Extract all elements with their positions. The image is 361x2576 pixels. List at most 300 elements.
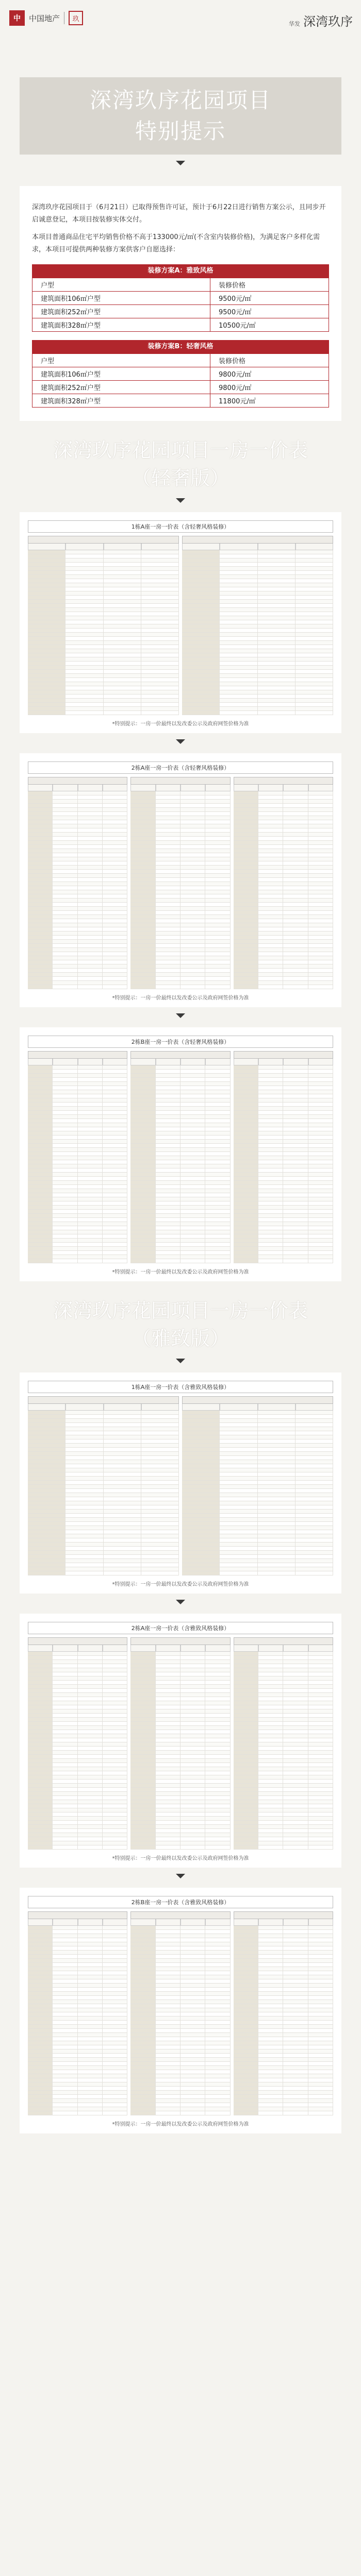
table-row bbox=[234, 1074, 333, 1078]
table-row bbox=[234, 903, 333, 907]
table-row bbox=[130, 2082, 230, 2087]
table-row bbox=[234, 1119, 333, 1123]
table-row bbox=[28, 919, 127, 923]
table-row bbox=[28, 886, 127, 890]
table-row bbox=[130, 948, 230, 952]
table-row bbox=[234, 1086, 333, 1090]
table-row bbox=[130, 1239, 230, 1243]
table-row bbox=[130, 1845, 230, 1850]
table-row bbox=[28, 1201, 127, 1206]
table-row bbox=[234, 861, 333, 866]
table-row bbox=[234, 1788, 333, 1792]
table-row bbox=[130, 1755, 230, 1759]
table-row bbox=[234, 2008, 333, 2012]
table-row bbox=[28, 1567, 179, 1571]
table-row bbox=[130, 1210, 230, 1214]
price-sheet bbox=[20, 1372, 341, 1594]
plan-a-col-type: 户型 bbox=[32, 278, 210, 292]
table-row bbox=[234, 923, 333, 927]
table-row bbox=[130, 973, 230, 977]
table-row bbox=[234, 944, 333, 948]
table-row bbox=[182, 1435, 333, 1439]
section-elegant-line1: 深湾玖序花园项目一房一价表 bbox=[53, 1299, 308, 1322]
table-row bbox=[130, 1825, 230, 1829]
table-row bbox=[130, 1070, 230, 1074]
price-sheet-title: 2栋A座一房一价表（含雅致风格装修） bbox=[28, 1622, 333, 1634]
table-row bbox=[130, 2066, 230, 2070]
table-row bbox=[234, 2000, 333, 2004]
table-row bbox=[234, 1660, 333, 1664]
table-row bbox=[130, 845, 230, 849]
table-row bbox=[234, 800, 333, 804]
table-row bbox=[182, 1538, 333, 1543]
table-row bbox=[28, 874, 127, 878]
plan-b-col-type: 户型 bbox=[32, 354, 210, 367]
table-row bbox=[234, 1837, 333, 1841]
table-row bbox=[234, 804, 333, 808]
table-row bbox=[28, 2074, 127, 2078]
table-row bbox=[28, 907, 127, 911]
table-row bbox=[234, 2066, 333, 2070]
table-row bbox=[28, 2041, 127, 2045]
table-row bbox=[130, 1955, 230, 1959]
table-row bbox=[234, 1152, 333, 1156]
table-row bbox=[28, 1485, 179, 1489]
column-header-bar bbox=[130, 1051, 230, 1059]
table-row bbox=[28, 816, 127, 820]
table-row bbox=[28, 2025, 127, 2029]
table-row bbox=[28, 1070, 127, 1074]
table-row bbox=[234, 1942, 333, 1946]
table-row bbox=[28, 2012, 127, 2016]
table-row bbox=[28, 1808, 127, 1812]
table-row bbox=[28, 969, 127, 973]
table-row bbox=[130, 1946, 230, 1951]
table-row bbox=[28, 637, 179, 641]
table-row bbox=[28, 1210, 127, 1214]
table-row bbox=[234, 870, 333, 874]
table-row bbox=[234, 973, 333, 977]
table-row bbox=[28, 1431, 179, 1435]
table-row bbox=[28, 804, 127, 808]
table-row bbox=[234, 812, 333, 816]
table-row bbox=[234, 1730, 333, 1734]
table-row bbox=[234, 2033, 333, 2037]
table-row bbox=[28, 645, 179, 649]
table-row bbox=[130, 2074, 230, 2078]
table-row bbox=[28, 1821, 127, 1825]
table-row bbox=[182, 1559, 333, 1563]
table-row bbox=[28, 1788, 127, 1792]
price-sheet-rows bbox=[130, 791, 230, 989]
table-row bbox=[28, 1127, 127, 1131]
table-row bbox=[28, 1206, 127, 1210]
table-row bbox=[28, 973, 127, 977]
table-row bbox=[28, 985, 127, 989]
table-row bbox=[28, 1934, 127, 1938]
table-row bbox=[28, 2045, 127, 2049]
table-row bbox=[182, 604, 333, 608]
table-row bbox=[130, 1131, 230, 1136]
table-row bbox=[28, 1522, 179, 1526]
table-row bbox=[32, 292, 329, 305]
table-row bbox=[130, 1996, 230, 2000]
table-row bbox=[182, 1493, 333, 1497]
table-row bbox=[130, 1738, 230, 1742]
table-row bbox=[28, 1829, 127, 1833]
table-row bbox=[130, 1726, 230, 1730]
table-row bbox=[28, 1971, 127, 1975]
table-row bbox=[234, 1784, 333, 1788]
table-row bbox=[28, 1251, 127, 1255]
table-row bbox=[28, 1477, 179, 1481]
table-row bbox=[28, 1164, 127, 1168]
table-row bbox=[130, 1701, 230, 1705]
table-row bbox=[28, 927, 127, 931]
table-row bbox=[234, 866, 333, 870]
table-row bbox=[28, 1722, 127, 1726]
table-row bbox=[28, 903, 127, 907]
table-row bbox=[234, 1841, 333, 1845]
table-row bbox=[28, 1800, 127, 1804]
column-subheader-bar bbox=[28, 785, 127, 791]
table-row bbox=[28, 923, 127, 927]
table-row bbox=[130, 1234, 230, 1239]
table-row bbox=[182, 711, 333, 715]
table-row bbox=[130, 841, 230, 845]
table-row bbox=[182, 587, 333, 591]
price-sheet-rows bbox=[28, 1065, 127, 1263]
table-row bbox=[130, 1107, 230, 1111]
table-row bbox=[130, 1742, 230, 1747]
price-sheet-title: 2栋A座一房一价表（含轻奢风格装修） bbox=[28, 761, 333, 774]
developer-logo-text: 中国地产 bbox=[29, 13, 60, 23]
table-row bbox=[234, 1652, 333, 1656]
price-sheet-column bbox=[130, 1911, 230, 2115]
table-row bbox=[234, 1930, 333, 1934]
table-row bbox=[234, 1148, 333, 1152]
table-row bbox=[234, 1833, 333, 1837]
table-row bbox=[130, 944, 230, 948]
table-row bbox=[234, 1946, 333, 1951]
plan-a-type: 建筑面积328㎡户型 bbox=[32, 318, 210, 332]
table-row bbox=[28, 1763, 127, 1767]
table-row bbox=[28, 1775, 127, 1780]
column-header-bar bbox=[28, 536, 179, 544]
price-sheet-rows bbox=[234, 1926, 333, 2115]
table-row bbox=[130, 2033, 230, 2037]
table-row bbox=[28, 1415, 179, 1419]
table-row bbox=[130, 1951, 230, 1955]
table-row bbox=[182, 1534, 333, 1538]
table-row bbox=[130, 1086, 230, 1090]
table-row bbox=[28, 1755, 127, 1759]
table-row bbox=[28, 1119, 127, 1123]
table-row bbox=[28, 1448, 179, 1452]
table-row bbox=[28, 1563, 179, 1567]
table-row bbox=[130, 882, 230, 886]
table-row bbox=[130, 1734, 230, 1738]
plan-b-price: 9800元/㎡ bbox=[210, 381, 329, 394]
table-row bbox=[182, 649, 333, 653]
table-row bbox=[130, 2012, 230, 2016]
table-row bbox=[234, 1747, 333, 1751]
table-row bbox=[28, 1551, 179, 1555]
table-row bbox=[234, 2082, 333, 2087]
table-row bbox=[130, 1255, 230, 1259]
table-row bbox=[130, 1206, 230, 1210]
table-row bbox=[28, 1652, 127, 1656]
table-row bbox=[182, 657, 333, 662]
table-row bbox=[234, 2074, 333, 2078]
table-row bbox=[28, 2087, 127, 2091]
table-row bbox=[234, 1123, 333, 1127]
table-row bbox=[182, 686, 333, 690]
price-sheet-column bbox=[28, 777, 127, 989]
table-row bbox=[28, 1423, 179, 1427]
price-sheet-grid bbox=[28, 1396, 333, 1575]
table-row bbox=[130, 1156, 230, 1160]
table-row bbox=[234, 1082, 333, 1086]
column-header-bar bbox=[28, 1637, 127, 1645]
table-row bbox=[28, 1098, 127, 1103]
table-row bbox=[234, 1988, 333, 1992]
table-row bbox=[130, 2078, 230, 2082]
table-row bbox=[234, 1726, 333, 1730]
price-sheet-column bbox=[28, 1051, 127, 1263]
table-row bbox=[28, 899, 127, 903]
price-sheet bbox=[20, 1027, 341, 1281]
table-row bbox=[28, 1543, 179, 1547]
column-subheader-bar bbox=[182, 544, 333, 550]
column-subheader-bar bbox=[28, 1645, 127, 1652]
table-row bbox=[182, 1419, 333, 1423]
table-row bbox=[28, 575, 179, 579]
table-row bbox=[182, 583, 333, 587]
section-luxury-title bbox=[0, 436, 361, 492]
down-arrow-icon bbox=[176, 1359, 185, 1363]
table-row bbox=[28, 911, 127, 915]
table-row bbox=[182, 662, 333, 666]
section-elegant-line2: （雅致版） bbox=[131, 1327, 229, 1350]
table-row bbox=[28, 1975, 127, 1979]
table-row bbox=[28, 857, 127, 861]
table-row bbox=[234, 1156, 333, 1160]
table-row bbox=[28, 674, 179, 678]
project-logo-big: 深湾玖序 bbox=[303, 14, 353, 29]
table-row bbox=[28, 849, 127, 853]
table-row bbox=[182, 596, 333, 600]
table-row bbox=[130, 1926, 230, 1930]
table-row bbox=[28, 694, 179, 699]
table-row bbox=[28, 629, 179, 633]
table-row bbox=[234, 837, 333, 841]
table-row bbox=[182, 699, 333, 703]
table-row bbox=[28, 1456, 179, 1460]
developer-logo bbox=[9, 10, 83, 26]
table-row bbox=[234, 1812, 333, 1817]
hero-title-line1: 深湾玖序花园项目 bbox=[89, 88, 271, 113]
column-subheader-bar bbox=[234, 785, 333, 791]
price-sheet-note: *特别提示：一房一价最终以发改委公示及政府网签价格为准 bbox=[112, 1582, 249, 1587]
table-row bbox=[130, 1767, 230, 1771]
table-row bbox=[234, 1792, 333, 1796]
price-sheet-grid bbox=[28, 1051, 333, 1263]
table-row bbox=[234, 1173, 333, 1177]
table-row bbox=[28, 952, 127, 956]
table-row bbox=[182, 1415, 333, 1419]
table-row bbox=[182, 641, 333, 645]
table-row bbox=[130, 824, 230, 828]
table-row bbox=[130, 907, 230, 911]
table-row bbox=[28, 1841, 127, 1845]
table-row bbox=[28, 1668, 127, 1672]
table-row bbox=[182, 1439, 333, 1444]
table-row bbox=[234, 886, 333, 890]
table-row bbox=[28, 1222, 127, 1226]
table-row bbox=[130, 1796, 230, 1800]
notice-para-2: 本项目普通商品住宅平均销售价格不高于133000元/㎡(不含室内装修价格)，为满足客户多样化需求，本项目可提供两种装修方案供客户自愿选择： bbox=[32, 233, 320, 253]
table-row bbox=[182, 1448, 333, 1452]
price-sheet-rows bbox=[234, 1065, 333, 1263]
table-row bbox=[28, 1136, 127, 1140]
table-row bbox=[28, 1926, 127, 1930]
table-row bbox=[130, 1718, 230, 1722]
price-sheet bbox=[20, 512, 341, 733]
table-row bbox=[182, 1514, 333, 1518]
table-row bbox=[130, 1975, 230, 1979]
table-row bbox=[28, 2062, 127, 2066]
table-row bbox=[28, 600, 179, 604]
table-row bbox=[130, 1930, 230, 1934]
table-row bbox=[28, 1730, 127, 1734]
table-row bbox=[130, 1173, 230, 1177]
plan-b-type: 建筑面积252㎡户型 bbox=[32, 381, 210, 394]
table-row bbox=[182, 567, 333, 571]
table-row bbox=[130, 977, 230, 981]
table-row bbox=[234, 890, 333, 894]
table-row bbox=[28, 579, 179, 583]
price-sheet-grid bbox=[28, 777, 333, 989]
down-arrow-icon bbox=[176, 1600, 185, 1604]
table-row bbox=[234, 882, 333, 886]
table-row bbox=[28, 2033, 127, 2037]
table-row bbox=[28, 1255, 127, 1259]
table-row bbox=[130, 969, 230, 973]
table-row bbox=[28, 1693, 127, 1697]
table-row bbox=[130, 1705, 230, 1709]
table-row bbox=[130, 890, 230, 894]
table-row bbox=[182, 600, 333, 604]
table-row bbox=[28, 1796, 127, 1800]
table-row bbox=[234, 1656, 333, 1660]
table-row bbox=[182, 624, 333, 629]
table-row bbox=[130, 1676, 230, 1681]
table-row bbox=[234, 1718, 333, 1722]
table-row bbox=[234, 1664, 333, 1668]
table-row bbox=[130, 1788, 230, 1792]
table-row bbox=[182, 1522, 333, 1526]
table-row bbox=[234, 1127, 333, 1131]
table-row bbox=[130, 2111, 230, 2115]
table-row bbox=[28, 2103, 127, 2107]
table-row bbox=[234, 828, 333, 833]
table-row bbox=[130, 1812, 230, 1817]
table-row bbox=[234, 1771, 333, 1775]
table-row bbox=[28, 2078, 127, 2082]
column-header-bar bbox=[234, 1637, 333, 1645]
price-sheet-rows bbox=[234, 1652, 333, 1850]
table-row bbox=[130, 874, 230, 878]
table-row bbox=[28, 878, 127, 882]
table-row bbox=[28, 1140, 127, 1144]
table-row bbox=[234, 816, 333, 820]
table-row bbox=[182, 1472, 333, 1477]
table-row bbox=[182, 678, 333, 682]
table-row bbox=[234, 1140, 333, 1144]
table-row bbox=[28, 591, 179, 596]
table-row bbox=[28, 2004, 127, 2008]
table-row bbox=[28, 567, 179, 571]
table-row bbox=[234, 1230, 333, 1234]
table-row bbox=[28, 1439, 179, 1444]
table-row bbox=[28, 571, 179, 575]
table-row bbox=[182, 670, 333, 674]
table-row bbox=[28, 604, 179, 608]
plan-b-col-price: 装修价格 bbox=[210, 354, 329, 367]
table-row bbox=[28, 1938, 127, 1942]
table-row bbox=[234, 1103, 333, 1107]
price-sheet-title: 2栋B座一房一价表（含轻奢风格装修） bbox=[28, 1036, 333, 1048]
table-row bbox=[182, 591, 333, 596]
table-row bbox=[234, 1951, 333, 1955]
table-row bbox=[28, 866, 127, 870]
table-row bbox=[130, 1177, 230, 1181]
table-row bbox=[234, 1131, 333, 1136]
table-row bbox=[130, 1185, 230, 1189]
table-row bbox=[182, 1567, 333, 1571]
table-row bbox=[28, 678, 179, 682]
table-row bbox=[130, 952, 230, 956]
table-row bbox=[234, 1185, 333, 1189]
table-row bbox=[28, 2054, 127, 2058]
price-sheet-rows bbox=[182, 1411, 333, 1575]
down-arrow-icon bbox=[176, 1874, 185, 1878]
table-row bbox=[130, 870, 230, 874]
plan-a-head-row bbox=[32, 278, 329, 292]
table-row bbox=[28, 616, 179, 620]
table-row bbox=[28, 1094, 127, 1098]
table-row bbox=[130, 861, 230, 866]
table-row bbox=[130, 1817, 230, 1821]
table-row bbox=[234, 1078, 333, 1082]
table-row bbox=[28, 1472, 179, 1477]
table-row bbox=[130, 1136, 230, 1140]
price-sheet-rows bbox=[28, 550, 179, 715]
table-row bbox=[130, 2099, 230, 2103]
table-row bbox=[28, 1505, 179, 1510]
table-row bbox=[28, 1714, 127, 1718]
table-row bbox=[28, 1193, 127, 1197]
plan-a-type: 建筑面积252㎡户型 bbox=[32, 305, 210, 318]
table-row bbox=[28, 1705, 127, 1709]
table-row bbox=[28, 956, 127, 960]
table-row bbox=[28, 1452, 179, 1456]
table-row bbox=[28, 1074, 127, 1078]
table-row bbox=[130, 956, 230, 960]
price-sheet bbox=[20, 753, 341, 1007]
table-row bbox=[234, 1701, 333, 1705]
